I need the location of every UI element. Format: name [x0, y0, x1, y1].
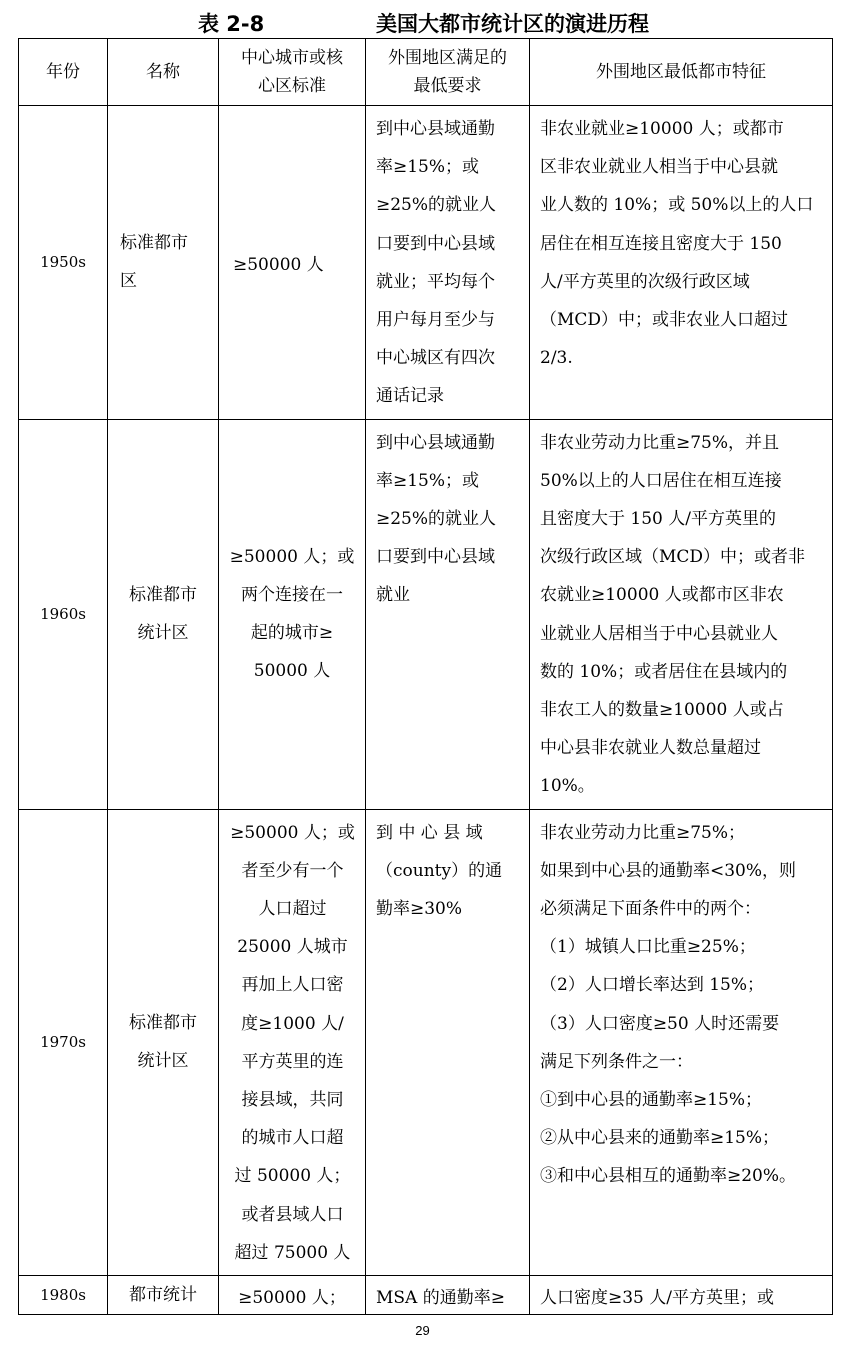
feature-text-line: 农就业≥10000 人或都市区非农	[540, 585, 784, 606]
name-cell	[108, 106, 219, 420]
periphery-feature-cell	[530, 419, 833, 809]
name-text-line: 标准都市	[129, 584, 197, 605]
periphery-requirement-cell	[366, 1276, 530, 1315]
center-text-line: 50000 人	[253, 661, 331, 682]
periphery-feature-cell	[530, 106, 833, 420]
center-text-line: ≥50000 人	[233, 254, 324, 275]
feature-text-line: 次级行政区域（MCD）中；或者非	[540, 547, 806, 568]
feature-text-line: 人口密度≥35 人/平方英里；或	[540, 1287, 775, 1308]
center-text-line: 人口超过	[258, 899, 327, 920]
center-text-line: 过 50000 人；	[234, 1166, 351, 1187]
feature-text-line: 非农业劳动力比重≥75%，并且	[540, 432, 780, 453]
header-name: 名称	[108, 39, 219, 106]
year-cell	[19, 106, 108, 420]
header-year: 年份	[19, 39, 108, 106]
center-text-line: 两个连接在一	[241, 584, 343, 605]
feature-text-line: 2/3.	[540, 348, 573, 369]
table-title: 美国大都市统计区的演进历程	[376, 12, 649, 36]
center-text-line: 平方英里的连	[241, 1051, 344, 1072]
year-cell	[19, 809, 108, 1275]
feature-text-line: ③和中心县相互的通勤率≥20%。	[540, 1166, 797, 1187]
header-periphery-feature: 外围地区最低都市特征	[530, 39, 833, 106]
periphery-requirement-cell	[366, 106, 530, 420]
feature-text-line: 非农业就业≥10000 人；或都市	[540, 119, 784, 139]
table-caption	[0, 8, 845, 38]
year-text: 1970s	[40, 1033, 86, 1052]
feature-text-line: （3）人口密度≥50 人时还需要	[540, 1013, 780, 1034]
center-text-line: 再加上人口密	[241, 975, 344, 996]
header-text-line: 中心城市或核	[241, 48, 343, 68]
req-text-line: （county）的通	[376, 860, 503, 881]
center-standard-cell	[219, 1276, 366, 1315]
header-periphery-requirement	[366, 39, 530, 106]
feature-text-line: 业就业人居相当于中心县就业人	[540, 623, 778, 644]
req-text-line: 率≥15%；或	[376, 157, 480, 178]
name-text-line: 统计区	[137, 623, 189, 644]
req-text-line: 到 中 心 县 域	[376, 822, 483, 843]
center-text-line: 起的城市≥	[250, 623, 334, 644]
feature-text-line: （MCD）中；或非农业人口超过	[540, 310, 789, 331]
req-text-line: 中心城区有四次	[376, 348, 495, 369]
req-text-line: 就业	[376, 585, 410, 606]
req-text-line: 就业；平均每个	[376, 271, 495, 292]
periphery-feature-cell	[530, 1276, 833, 1315]
feature-text-line: 区非农业就业人相当于中心县就	[540, 157, 778, 178]
req-text-line: 勤率≥30%	[376, 899, 463, 920]
feature-text-line: 人/平方英里的次级行政区域	[540, 271, 750, 292]
year-cell	[19, 1276, 108, 1315]
center-text-line: ≥50000 人；或	[230, 822, 355, 843]
req-text-line: 到中心县域通勤	[376, 432, 495, 453]
header-text-line: 外围地区满足的	[388, 48, 507, 68]
center-text-line: 者至少有一个	[241, 860, 344, 881]
center-text-line: 度≥1000 人/	[241, 1013, 344, 1034]
feature-text-line: 数的 10%；或者居住在县域内的	[540, 661, 788, 682]
center-standard-cell	[219, 809, 366, 1275]
year-text: 1960s	[40, 605, 86, 624]
feature-text-line: 50%以上的人口居住在相互连接	[540, 470, 782, 491]
feature-text-line: 满足下列条件之一：	[540, 1051, 693, 1072]
periphery-requirement-cell	[366, 809, 530, 1275]
name-text-line: 都市统计	[129, 1285, 197, 1306]
table-row-1970s	[19, 809, 833, 1275]
header-text-line: 最低要求	[413, 76, 482, 96]
req-text-line: 口要到中心县域	[376, 547, 495, 568]
feature-text-line: 非农工人的数量≥10000 人或占	[540, 700, 784, 721]
name-cell	[108, 809, 219, 1275]
req-text-line: ≥25%的就业人	[376, 509, 497, 530]
feature-text-line: 如果到中心县的通勤率<30%，则	[540, 860, 797, 881]
name-text-line: 标准都市	[129, 1013, 197, 1034]
year-cell	[19, 419, 108, 809]
table-number: 表 2-8	[198, 12, 265, 36]
req-text-line: 率≥15%；或	[376, 470, 480, 491]
header-row	[19, 39, 833, 106]
req-text-line: ≥25%的就业人	[376, 195, 497, 216]
header-center-standard	[219, 39, 366, 106]
page-number: 29	[415, 1323, 430, 1338]
center-text-line: 或者县域人口	[241, 1204, 344, 1225]
feature-text-line: 且密度大于 150 人/平方英里的	[540, 509, 776, 530]
periphery-feature-cell	[530, 809, 833, 1275]
name-cell	[108, 419, 219, 809]
header-text-line: 心区标准	[258, 76, 326, 96]
periphery-requirement-cell	[366, 419, 530, 809]
center-text-line: 的城市人口超	[241, 1128, 344, 1149]
req-text-line: MSA 的通勤率≥	[376, 1287, 505, 1308]
center-standard-cell	[219, 106, 366, 420]
center-text-line: ≥50000 人；	[238, 1287, 346, 1308]
feature-text-line: 中心县非农就业人数总量超过	[540, 738, 761, 759]
year-text: 1980s	[40, 1286, 86, 1305]
feature-text-line: 10%。	[540, 776, 595, 797]
center-text-line: 25000 人城市	[237, 937, 348, 958]
feature-text-line: 业人数的 10%；或 50%以上的人口	[540, 195, 814, 216]
name-cell	[108, 1276, 219, 1315]
name-text-line: 区	[120, 271, 137, 292]
feature-text-line: ②从中心县来的通勤率≥15%；	[540, 1128, 780, 1149]
feature-text-line: （2）人口增长率达到 15%；	[540, 975, 765, 996]
evolution-table	[18, 38, 833, 1315]
feature-text-line: ①到中心县的通勤率≥15%；	[540, 1090, 763, 1111]
feature-text-line: 非农业劳动力比重≥75%；	[540, 822, 746, 843]
req-text-line: 用户每月至少与	[376, 310, 495, 331]
center-text-line: 超过 75000 人	[234, 1242, 351, 1263]
year-text: 1950s	[40, 253, 86, 272]
feature-text-line: 居住在相互连接且密度大于 150	[540, 233, 782, 254]
center-text-line: ≥50000 人；或	[229, 546, 355, 567]
feature-text-line: （1）城镇人口比重≥25%；	[540, 937, 756, 958]
req-text-line: 通话记录	[376, 386, 444, 407]
name-text-line: 统计区	[137, 1051, 189, 1072]
feature-text-line: 必须满足下面条件中的两个：	[540, 899, 761, 920]
req-text-line: 口要到中心县域	[376, 233, 495, 254]
table-row-1950s	[19, 106, 833, 420]
table-row-1980s	[19, 1276, 833, 1315]
center-standard-cell	[219, 419, 366, 809]
req-text-line: 到中心县域通勤	[376, 119, 495, 139]
table-row-1960s	[19, 419, 833, 809]
center-text-line: 接县域，共同	[241, 1090, 344, 1111]
name-text-line: 标准都市	[120, 233, 188, 254]
